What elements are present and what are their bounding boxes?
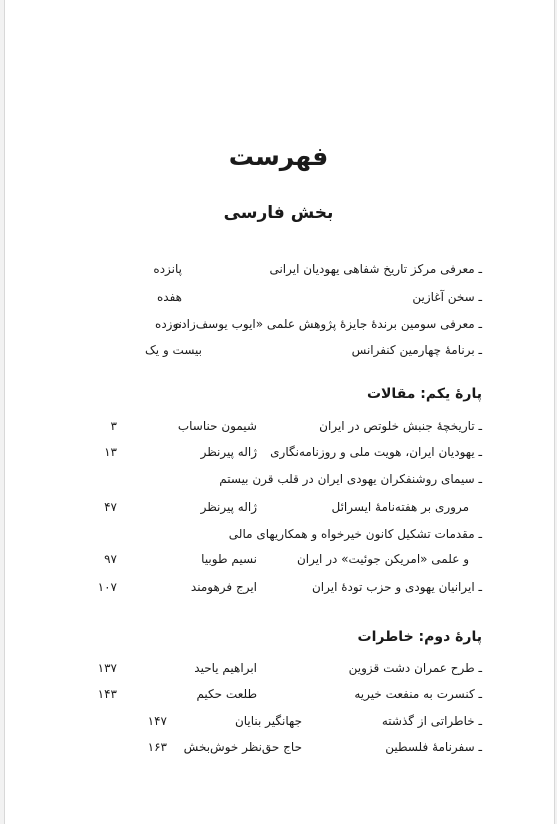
toc-author: نسیم طوبیا (201, 552, 257, 566)
toc-page-number: ۱۴۳ (97, 687, 117, 701)
toc-author: حاج حق‌نظر خوش‌بخش (183, 740, 302, 754)
toc-page-number: بیست و یک (145, 343, 202, 357)
toc-page-number: ۱۳ (104, 445, 117, 459)
toc-author: ژاله پیرنظر (200, 500, 257, 514)
toc-page-number: ۳ (110, 419, 117, 433)
toc-item[interactable]: ـ تاریخچهٔ جنبش خلوتص در ایران (319, 419, 482, 433)
toc-page-number: ۱۰۷ (97, 580, 117, 594)
section-heading: پارهٔ دوم: خاطرات (357, 629, 482, 645)
toc-author: جهانگیر بنایان (234, 714, 302, 728)
toc-author: ژاله پیرنظر (200, 445, 257, 459)
toc-author: ابراهیم یاحید (194, 661, 257, 675)
toc-item[interactable]: ـ سیمای روشنفکران یهودی ایران در قلب قرن بیستم (219, 472, 482, 486)
toc-page-number: ۱۴۷ (147, 714, 167, 728)
toc-item[interactable]: ـ سخن آغازین (412, 290, 482, 304)
toc-page-number: هفده (157, 290, 182, 304)
toc-item[interactable]: ـ خاطراتی از گذشته (381, 714, 482, 728)
toc-item[interactable]: ـ ایرانیان یهودی و حزب تودهٔ ایران (311, 580, 482, 594)
toc-item[interactable]: ـ مقدمات تشکیل کانون خیرخواه و همکاریهای مالی (228, 527, 482, 541)
toc-page-number: نوزده (155, 317, 182, 331)
toc-page-number: ۱۶۳ (147, 740, 167, 754)
toc-item-continued[interactable]: مروری بر هفته‌نامهٔ ایسرائل (331, 500, 469, 514)
toc-page-number: ۱۳۷ (97, 661, 117, 675)
toc-item[interactable]: ـ طرح عمران دشت قزوین (348, 661, 482, 675)
toc-author: طلعت حکیم (196, 687, 257, 701)
toc-author: شیمون حناساب (177, 419, 257, 433)
toc-item[interactable]: ـ سفرنامهٔ فلسطین (385, 740, 482, 754)
part-title: بخش فارسی (223, 203, 334, 223)
toc-item[interactable]: ـ یهودیان ایران، هویت ملی و روزنامه‌نگاری (270, 445, 482, 459)
toc-author: ایرج فرهومند (190, 580, 257, 594)
toc-item[interactable]: ـ کنسرت به منفعت خیریه (354, 687, 482, 701)
toc-page-number: ۹۷ (104, 552, 117, 566)
toc-page-number: پانزده (153, 262, 182, 276)
toc-page-number: ۴۷ (104, 500, 117, 514)
page-title: فهرست (228, 142, 329, 171)
toc-item[interactable]: ـ برنامهٔ چهارمین کنفرانس (351, 343, 482, 357)
toc-item[interactable]: ـ معرفی مرکز تاریخ شفاهی یهودیان ایرانی (269, 262, 482, 276)
toc-item-continued[interactable]: و علمی «امریکن جوئیت» در ایران (296, 552, 469, 566)
section-heading: پارهٔ یکم: مقالات (366, 386, 482, 402)
toc-item[interactable]: ـ معرفی سومین برندهٔ جایزهٔ پژوهش علمی «ایوب یوسف‌زاده (175, 317, 482, 331)
